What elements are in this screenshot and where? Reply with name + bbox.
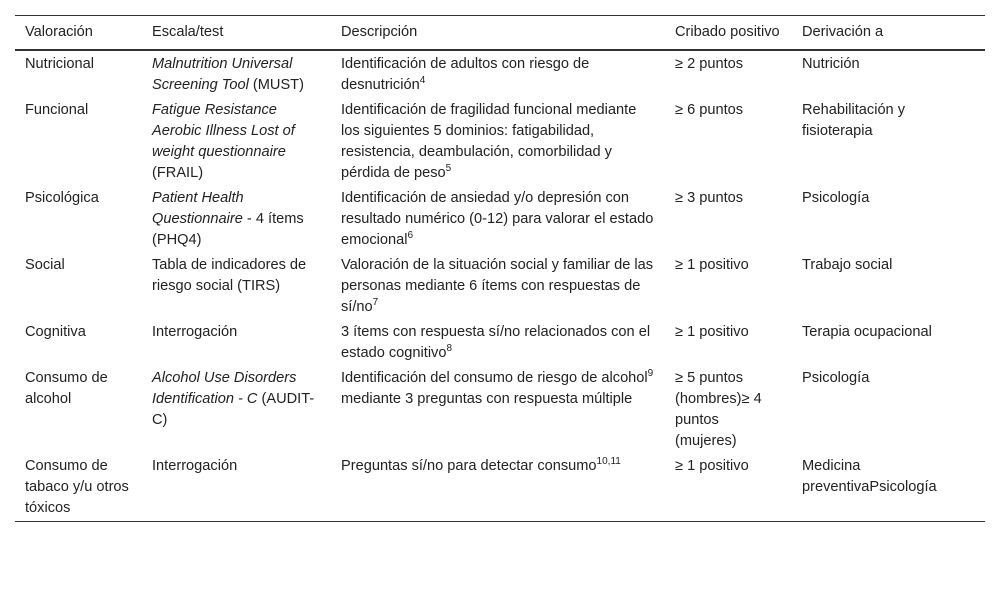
cell-valoracion: Funcional <box>25 102 89 118</box>
cell-descripcion <box>331 98 665 186</box>
cell-descripcion <box>331 366 665 454</box>
cell-cribado: ≥ 5 puntos (hombres)≥ 4 puntos (mujeres) <box>675 370 762 449</box>
escala-name-italic: Malnutrition Universal Screening Tool <box>152 56 293 93</box>
cell-escala <box>142 186 331 253</box>
header-escala: Escala/test <box>152 24 224 40</box>
cell-descripcion <box>331 320 665 366</box>
cell-escala <box>142 320 331 366</box>
header-derivacion: Derivación a <box>802 24 884 40</box>
cell-valoracion: Social <box>25 257 65 273</box>
table-row <box>15 253 985 320</box>
descripcion-text: 3 ítems con respuesta sí/no relacionados con el estado cognitivo <box>341 324 651 361</box>
cell-derivacion: Nutrición <box>802 56 860 72</box>
cell-cribado: ≥ 1 positivo <box>675 458 749 474</box>
reference-superscript: 6 <box>407 230 414 242</box>
cell-cribado: ≥ 6 puntos <box>675 102 744 118</box>
descripcion-text-cont: mediante 3 preguntas con respuesta múltiple <box>341 391 633 407</box>
cell-descripcion <box>331 186 665 253</box>
reference-superscript: 4 <box>419 75 426 87</box>
cell-escala <box>142 98 331 186</box>
cell-escala <box>142 253 331 320</box>
cell-descripcion <box>331 253 665 320</box>
cell-valoracion: Nutricional <box>25 56 94 72</box>
table-row <box>15 454 985 522</box>
escala-name: (MUST) <box>248 77 304 93</box>
reference-superscript: 10,11 <box>596 456 621 468</box>
header-cribado: Cribado positivo <box>675 24 780 40</box>
header-descripcion: Descripción <box>341 24 418 40</box>
cell-derivacion: Rehabilitación y fisioterapia <box>802 102 906 139</box>
table-row <box>15 98 985 186</box>
cell-descripcion <box>331 454 665 522</box>
descripcion-text: Identificación de adultos con riesgo de desnutrición <box>341 56 590 93</box>
escala-name-italic: Alcohol Use Disorders Identification - C <box>152 370 297 407</box>
cell-descripcion <box>331 50 665 98</box>
cell-escala <box>142 366 331 454</box>
descripcion-text: Identificación de ansiedad y/o depresión con resultado numérico (0-12) para valorar el estado emocional <box>341 190 654 248</box>
reference-superscript: 9 <box>647 368 654 380</box>
descripcion-text: Identificación del consumo de riesgo de alcohol <box>341 370 648 386</box>
table-row <box>15 186 985 253</box>
cell-valoracion: Consumo de alcohol <box>25 370 108 407</box>
cell-valoracion: Consumo de tabaco y/u otros tóxicos <box>25 458 129 516</box>
cell-valoracion: Cognitiva <box>25 324 86 340</box>
cell-derivacion: Psicología <box>802 190 870 206</box>
cell-cribado: ≥ 2 puntos <box>675 56 744 72</box>
table-header-row <box>15 16 985 51</box>
cell-valoracion: Psicológica <box>25 190 99 206</box>
table-row <box>15 320 985 366</box>
cell-derivacion: Psicología <box>802 370 870 386</box>
cell-derivacion: Medicina preventivaPsicología <box>802 458 937 495</box>
reference-superscript: 7 <box>372 297 379 309</box>
escala-name: (AUDIT-C) <box>152 391 315 428</box>
header-valoracion: Valoración <box>25 24 93 40</box>
screening-table <box>15 15 985 522</box>
escala-name-italic: Patient Health Questionnaire <box>152 190 244 227</box>
cell-derivacion: Terapia ocupacional <box>802 324 932 340</box>
table-row <box>15 50 985 98</box>
escala-name: (FRAIL) <box>152 165 204 181</box>
cell-escala <box>142 454 331 522</box>
cell-cribado: ≥ 1 positivo <box>675 257 749 273</box>
table-row <box>15 366 985 454</box>
cell-cribado: ≥ 3 puntos <box>675 190 744 206</box>
escala-name: Tabla de indicadores de riesgo social (TIRS) <box>152 257 307 294</box>
descripcion-text: Valoración de la situación social y familiar de las personas mediante 6 ítems con respuestas de sí/no <box>341 257 654 315</box>
descripcion-text: Preguntas sí/no para detectar consumo <box>341 458 597 474</box>
escala-name: Interrogación <box>152 324 238 340</box>
cell-escala <box>142 50 331 98</box>
cell-derivacion: Trabajo social <box>802 257 893 273</box>
escala-name-italic: Fatigue Resistance Aerobic Illness Lost of weight questionnaire <box>152 102 295 160</box>
reference-superscript: 5 <box>445 163 452 175</box>
escala-name: Interrogación <box>152 458 238 474</box>
descripcion-text: Identificación de fragilidad funcional mediante los siguientes 5 dominios: fatigabilidad, resistencia, deambulación, comorbilidad y pérdida de peso <box>341 102 637 181</box>
reference-superscript: 8 <box>446 343 453 355</box>
cell-cribado: ≥ 1 positivo <box>675 324 749 340</box>
escala-name: - 4 ítems (PHQ4) <box>152 211 304 248</box>
